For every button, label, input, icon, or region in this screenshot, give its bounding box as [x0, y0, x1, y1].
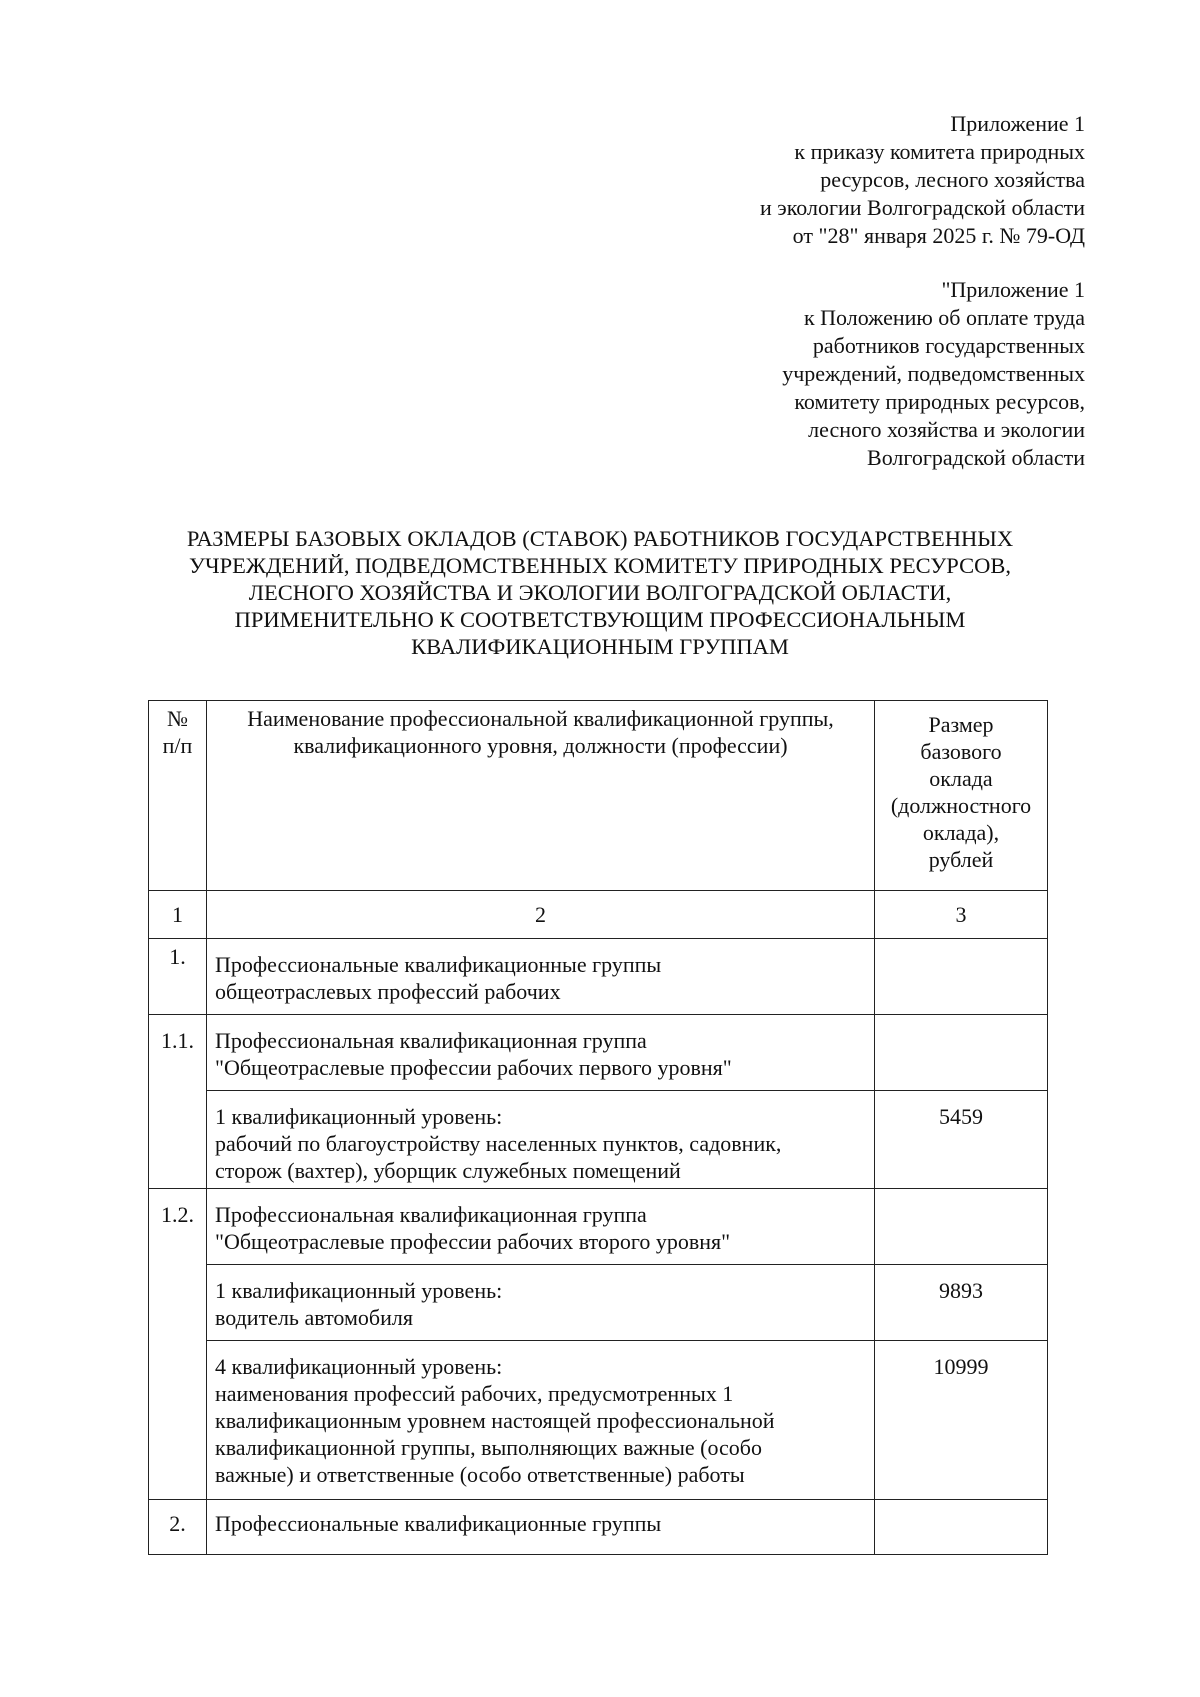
- table-row: [149, 1189, 1048, 1265]
- row-name-cell: [207, 1500, 875, 1555]
- title-line: КВАЛИФИКАЦИОННЫМ ГРУППАМ: [411, 634, 789, 659]
- row-value-cell: [875, 1015, 1048, 1091]
- column-index-cell: 3: [875, 891, 1048, 939]
- row-name-cell: [207, 1265, 875, 1341]
- row-name-line: Профессиональная квалификационная группа: [215, 1202, 647, 1227]
- column-index-cell: 1: [149, 891, 207, 939]
- row-name-line: водитель автомобиля: [215, 1305, 413, 1330]
- row-name-cell: [207, 939, 875, 1015]
- header-value-line: рублей: [928, 847, 994, 872]
- appendix-header-line: и экологии Волгоградской области: [759, 195, 1085, 220]
- header-name-cell: [207, 701, 875, 891]
- title-line: ЛЕСНОГО ХОЗЯЙСТВА И ЭКОЛОГИИ ВОЛГОГРАДСКОЙ ОБЛАСТИ,: [248, 580, 952, 605]
- row-name-cell: [207, 1189, 875, 1265]
- appendix-quote-line: комитету природных ресурсов,: [794, 389, 1085, 414]
- title-line: УЧРЕЖДЕНИЙ, ПОДВЕДОМСТВЕННЫХ КОМИТЕТУ ПРИРОДНЫХ РЕСУРСОВ,: [189, 553, 1011, 578]
- header-num-line: п/п: [162, 733, 193, 758]
- row-name-line: общеотраслевых профессий рабочих: [215, 979, 561, 1004]
- header-value-cell: [875, 701, 1048, 891]
- column-index-cell: 2: [207, 891, 875, 939]
- appendix-quote-line: Волгоградской области: [867, 445, 1085, 470]
- row-value-cell: [875, 1189, 1048, 1265]
- header-name-line: квалификационного уровня, должности (профессии): [293, 733, 788, 758]
- row-name-line: сторож (вахтер), уборщик служебных помещений: [215, 1158, 681, 1183]
- appendix-header-line: к приказу комитета природных: [794, 139, 1085, 164]
- row-number-cell: 2.: [149, 1500, 207, 1555]
- row-number-cell: 1.1.: [149, 1015, 207, 1189]
- row-name-line: важные) и ответственные (особо ответственные) работы: [215, 1462, 745, 1487]
- row-name-line: Профессиональные квалификационные группы: [215, 1511, 662, 1536]
- row-name-line: рабочий по благоустройству населенных пунктов, садовник,: [215, 1131, 782, 1156]
- appendix-quote: [782, 276, 1085, 472]
- appendix-header-line: ресурсов, лесного хозяйства: [820, 167, 1085, 192]
- table-row: [149, 1341, 1048, 1500]
- row-number-cell: 1.: [149, 939, 207, 1015]
- table-row: [149, 1265, 1048, 1341]
- column-index-row: [149, 891, 1048, 939]
- header-value-line: Размер: [928, 712, 994, 737]
- appendix-quote-line: лесного хозяйства и экологии: [808, 417, 1085, 442]
- header-num-line: №: [167, 706, 188, 731]
- row-name-line: "Общеотраслевые профессии рабочих первого уровня": [215, 1055, 732, 1080]
- header-num-cell: [149, 701, 207, 891]
- appendix-header: [760, 110, 1085, 250]
- row-name-line: 1 квалификационный уровень:: [215, 1104, 503, 1129]
- appendix-quote-line: к Положению об оплате труда: [803, 305, 1085, 330]
- document-title: [130, 525, 1070, 660]
- header-value-line: базового: [920, 739, 1002, 764]
- row-value-cell: [875, 1500, 1048, 1555]
- row-name-line: наименования профессий рабочих, предусмотренных 1: [215, 1381, 734, 1406]
- row-name-line: 4 квалификационный уровень:: [215, 1354, 503, 1379]
- row-name-cell: [207, 1091, 875, 1189]
- title-line: ПРИМЕНИТЕЛЬНО К СООТВЕТСТВУЮЩИМ ПРОФЕССИОНАЛЬНЫМ: [234, 607, 966, 632]
- header-value-line: оклада),: [922, 820, 1000, 845]
- header-name-line: Наименование профессиональной квалификационной группы,: [247, 706, 834, 731]
- title-line: РАЗМЕРЫ БАЗОВЫХ ОКЛАДОВ (СТАВОК) РАБОТНИКОВ ГОСУДАРСТВЕННЫХ: [186, 526, 1014, 551]
- table-row: [149, 1015, 1048, 1091]
- row-value-cell: 10999: [875, 1341, 1048, 1500]
- row-value-cell: 9893: [875, 1265, 1048, 1341]
- table-row: [149, 1500, 1048, 1555]
- appendix-header-line: Приложение 1: [950, 111, 1085, 136]
- row-name-line: "Общеотраслевые профессии рабочих второго уровня": [215, 1229, 731, 1254]
- table-row: [149, 939, 1048, 1015]
- row-name-cell: [207, 1015, 875, 1091]
- row-name-line: 1 квалификационный уровень:: [215, 1278, 503, 1303]
- header-value-line: оклада: [929, 766, 993, 791]
- row-value-cell: [875, 939, 1048, 1015]
- appendix-quote-line: "Приложение 1: [941, 277, 1085, 302]
- appendix-quote-line: учреждений, подведомственных: [782, 361, 1085, 386]
- table-header-row: [149, 701, 1048, 891]
- row-name-line: квалификационной группы, выполняющих важные (особо: [215, 1435, 762, 1460]
- header-value-line: (должностного: [890, 793, 1032, 818]
- row-number-cell: 1.2.: [149, 1189, 207, 1500]
- row-name-line: квалификационным уровнем настоящей профессиональной: [215, 1408, 775, 1433]
- salary-table: [148, 700, 1048, 1555]
- table-row: [149, 1091, 1048, 1189]
- row-name-cell: [207, 1341, 875, 1500]
- appendix-quote-line: работников государственных: [812, 333, 1085, 358]
- row-name-line: Профессиональные квалификационные группы: [215, 952, 662, 977]
- row-value-cell: 5459: [875, 1091, 1048, 1189]
- row-name-line: Профессиональная квалификационная группа: [215, 1028, 647, 1053]
- appendix-header-line: от "28" января 2025 г. № 79-ОД: [792, 223, 1085, 248]
